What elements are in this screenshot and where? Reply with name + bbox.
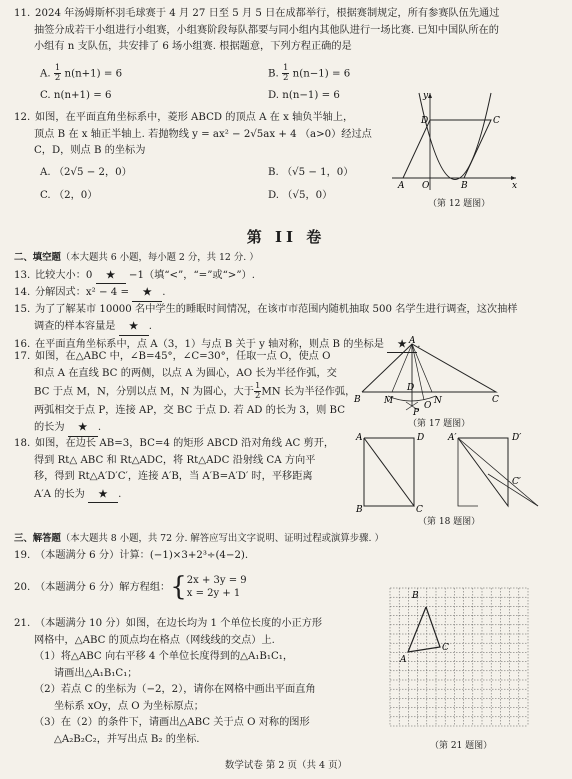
option-d[interactable]: D. （√5，0） (268, 190, 333, 201)
label-c: C (416, 505, 423, 514)
equation-brace: { (170, 573, 187, 602)
question-21: 21. （本题满分 10 分）如图，在边长均为 1 个单位长度的小正方形 网格中，△ABC 的顶点均在格点（网线线的交点）上. （1）将△ABC 向右平移 4 个单位长度得到的△A₁B₁C₁， 请画出△A₁B₁C₁； （2）若点 C 的坐标为（−2，2），请你在网格中画出平面直角 坐标系 xOy，点 O 为坐标原点； （3）在（2）的条件下，请画出△ABC 关于点 O 对称的图形 △A₂B₂C₂，并写出点 B₂ 的坐标. (14, 618, 323, 745)
question-text-line: 如图，在平面直角坐标系中，菱形 ABCD 的顶点 A 在 x 轴负半轴上， (35, 112, 354, 123)
figure-caption: （第 21 题图） (430, 741, 493, 751)
fraction: $\frac{1}{2}$ (54, 63, 61, 83)
question-18: 18. 如图，在边长 AB=3，BC=4 的矩形 ABCD 沿对角线 AC 剪开， 得到 Rt△ ABC 和 Rt△ADC，将 Rt△ADC 沿射线 CA 方向平 移，得到 Rt△A′D′C′，连接 A′B，当 A′B=A′D′ 时，平移距离 A′A 的长为 ★ . (14, 436, 364, 503)
question-text-line: C，D，则点 B 的坐标为 (34, 145, 146, 156)
label-a: A (409, 336, 416, 346)
fill-section: 二、填空题（本大题共 6 小题，每小题 2 分，共 12 分. ） 13. 比较大小：0 ★ −1（填“<”，“=”或“>”）. 14. 分解因式：x² − 4 = ★ . 15. 为了了解某市 10000 名中学生的睡眠时间情况，在该市市范围内随机抽取 500 名学生进行调查，这次抽样 调查的样本容量是 ★ . 16. 在平面直角坐标系中，点 A（3，1）与点 B 关于 y 轴对称，则点 B 的坐标是 ★ . (14, 250, 558, 353)
question-text-line: 2024 年汤姆斯杯羽毛球赛于 4 月 27 日至 5 月 5 日在成都举行，根据赛制规定，所有参赛队伍先通过 (35, 8, 500, 19)
question-20: 20. （本题满分 6 分）解方程组：{ 2x + 3y = 9 x = 2y + 1 (14, 573, 247, 602)
question-14: 14. 分解因式：x² − 4 = ★ . (14, 284, 558, 302)
answer-blank[interactable]: ★ (96, 267, 126, 285)
figure-caption: （第 17 题图） (408, 419, 471, 429)
question-19: 19. （本题满分 6 分）计算：(−1)×3+2³÷(4−2). (14, 549, 249, 561)
option-c[interactable]: C. （2，0） (40, 190, 98, 201)
question-number: 12. (14, 112, 31, 123)
figure-12-parabola (386, 90, 526, 194)
segment-an (412, 344, 432, 392)
option-b[interactable]: B. $\frac{1}{2}$ n(n−1) = 6 (268, 63, 351, 83)
fraction: $\frac{1}{2}$ (254, 382, 261, 401)
question-15: 15. 为了了解某市 10000 名中学生的睡眠时间情况，在该市市范围内随机抽取 500 名学生进行调查，这次抽样 (14, 303, 518, 315)
triangle-abc (364, 438, 414, 506)
solve-section: 三、解答题（本大题共 8 小题，共 72 分. 解答应写出文字说明、证明过程或演算步骤. ） 19. （本题满分 6 分）计算：(−1)×3+2³÷(4−2). (14, 531, 558, 564)
answer-blank[interactable]: ★ (132, 284, 162, 302)
question-text-line: 抽签分成若干小组进行小组赛，小组赛阶段每队都要与同小组内其他队进行一场比赛. 已知中国队所在的 (34, 24, 499, 36)
question-17: 17. 如图，在△ABC 中，∠B=45°，∠C=30°，任取一点 O，使点 O 和点 A 在直线 BC 的两侧，以点 A 为圆心，AO 长为半径作弧，交 BC 于点 M，N，分别以点 M，N 为圆心，大于 $\frac{1}{2}$ MN 长为半径作弧， 两弧相交于点 P，连接 AP，交 BC 于点 D. 若 AD 的长为 3，则 BC 的长为 ★ . (14, 349, 364, 437)
label-n: N (434, 396, 442, 406)
label-d: D (417, 433, 425, 443)
section-header: 二、填空题 (14, 252, 61, 263)
question-13: 13. 比较大小：0 ★ −1（填“<”，“=”或“>”）. (14, 267, 558, 285)
label-c: C (493, 116, 500, 126)
label-a-prime: A′ (448, 433, 457, 443)
figure-caption: （第 18 题图） (418, 517, 481, 527)
label-x: x (512, 181, 518, 191)
label-c: C (442, 643, 449, 653)
equation-system: 2x + 3y = 9 x = 2y + 1 (186, 575, 247, 599)
label-b: B (356, 505, 363, 514)
fraction: $\frac{1}{2}$ (282, 63, 289, 83)
part-title: 第 II 卷 (246, 228, 326, 246)
question-12 (14, 110, 402, 160)
rectangle-left (458, 438, 478, 506)
option-a[interactable]: A. （2√5 − 2，0） (40, 167, 132, 178)
figure-17-triangle (352, 336, 502, 416)
option-b[interactable]: B. （√5 − 1，0） (268, 167, 354, 178)
label-d: D (421, 116, 429, 126)
label-a: A (356, 433, 363, 443)
label-b: B (354, 395, 361, 405)
label-o: O (424, 401, 432, 411)
triangle-apdpcp (458, 438, 508, 506)
page-footer: 数学试卷 第 2 页（共 4 页） (224, 760, 348, 771)
label-o: O (422, 181, 430, 191)
label-p: P (413, 408, 420, 416)
label-a: A (400, 655, 407, 665)
answer-blank[interactable]: ★ (68, 419, 98, 437)
label-m: M (384, 396, 394, 406)
section-header: 三、解答题 (14, 533, 61, 544)
label-d-prime: D′ (512, 433, 522, 443)
question-text-line: 小组有 n 支队伍，共安排了 6 场小组赛. 根据题意，下列方程正确的是 (34, 41, 352, 52)
answer-blank[interactable]: ★ (88, 486, 118, 504)
answer-blank[interactable]: ★ (387, 336, 417, 354)
question-number: 11. (14, 8, 31, 19)
option-d[interactable]: D. n(n−1) = 6 (268, 90, 340, 101)
label-c: C (492, 395, 499, 405)
label-y: y (423, 91, 429, 101)
question-16: 16. 在平面直角坐标系中，点 A（3，1）与点 B 关于 y 轴对称，则点 B 的坐标是 ★ . (14, 336, 558, 354)
label-c-prime: C′ (512, 477, 521, 487)
question-text-line: 顶点 B 在 x 轴正半轴上. 若抛物线 y = ax² − 2√5ax + 4 （a>0）经过点 (34, 128, 372, 140)
figure-caption: （第 12 题图） (428, 199, 491, 209)
figure-21-grid (384, 582, 534, 732)
label-b: B (412, 591, 419, 601)
question-11 (14, 6, 558, 56)
option-c[interactable]: C. n(n+1) = 6 (40, 90, 112, 101)
label-b: B (461, 181, 468, 191)
figure-18-rectangle (354, 430, 554, 514)
answer-blank[interactable]: ★ (119, 318, 149, 336)
rhombus-abcd (403, 120, 491, 178)
segment-apb (458, 438, 538, 506)
option-a[interactable]: A. $\frac{1}{2}$ n(n+1) = 6 (40, 63, 123, 83)
label-d: D (407, 383, 415, 393)
label-a: A (398, 181, 405, 191)
triangle-abc (408, 607, 440, 652)
